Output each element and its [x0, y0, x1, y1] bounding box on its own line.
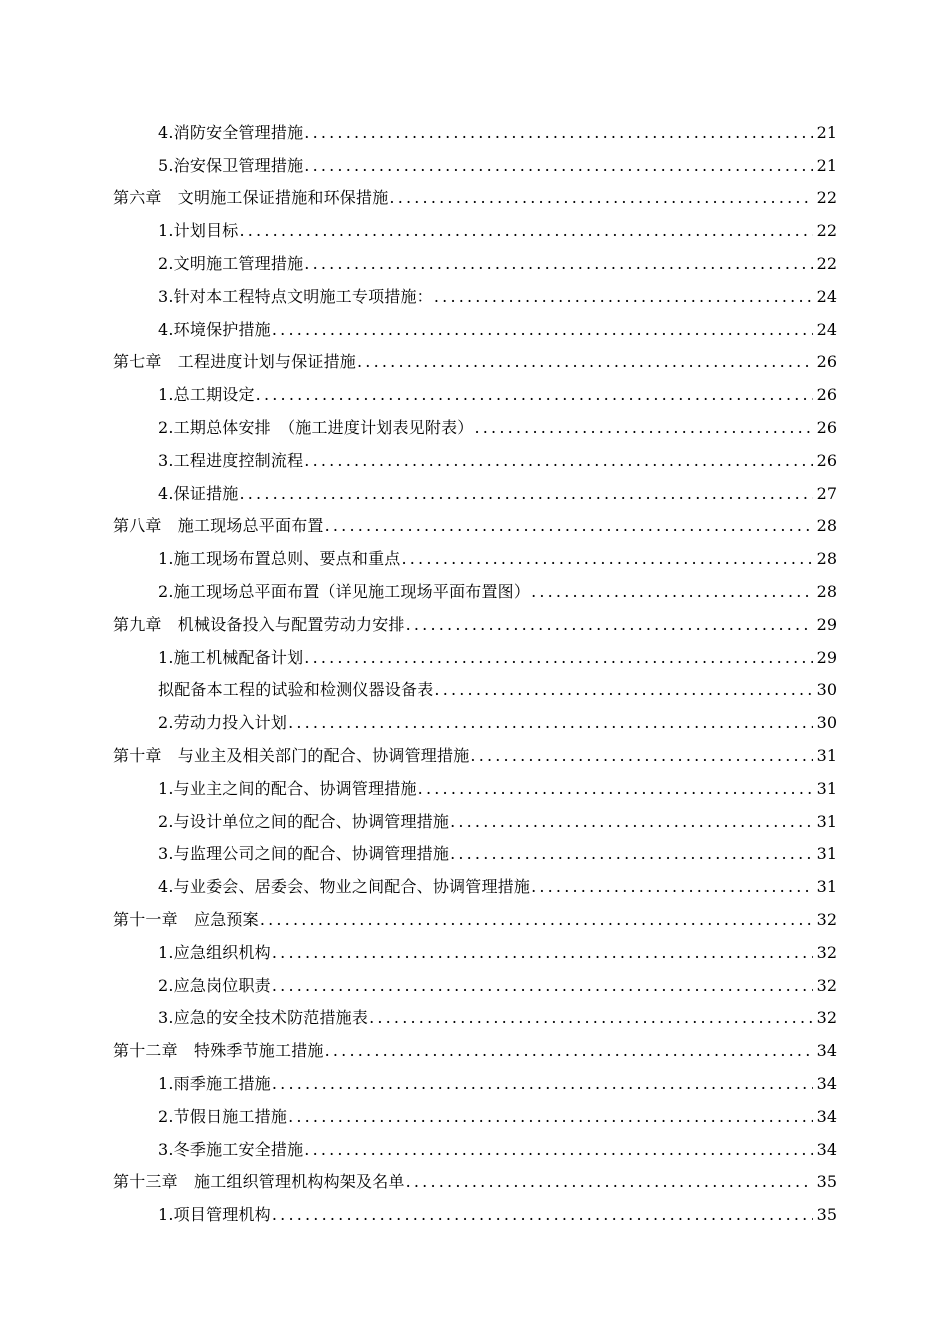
toc-dot-leader [325, 1041, 813, 1061]
toc-section-entry[interactable] [113, 832, 837, 865]
toc-dot-leader [474, 418, 813, 438]
toc-section-entry[interactable] [113, 963, 837, 996]
toc-section-entry[interactable] [113, 1192, 837, 1225]
toc-entry-title: 3.针对本工程特点文明施工专项措施： [158, 286, 433, 306]
toc-chapter-entry[interactable] [113, 733, 837, 766]
toc-dot-leader [450, 812, 813, 832]
toc-dot-leader [272, 976, 813, 996]
toc-entry-title: 2.施工现场总平面布置（详见施工现场平面布置图） [158, 581, 531, 601]
toc-entry-title: 2.劳动力投入计划 [158, 713, 288, 733]
toc-dot-leader [531, 877, 813, 897]
toc-page-number: 31 [816, 811, 837, 831]
toc-section-entry[interactable] [113, 930, 837, 963]
toc-entry-title: 1.总工期设定 [158, 385, 255, 405]
toc-entry-title: 3.与监理公司之间的配合、协调管理措施 [158, 844, 450, 864]
toc-page-number: 30 [816, 680, 837, 700]
toc-dot-leader [406, 1172, 813, 1192]
toc-dot-leader [450, 844, 813, 864]
toc-section-entry[interactable] [113, 405, 837, 438]
toc-section-entry[interactable] [113, 569, 837, 602]
toc-dot-leader [304, 254, 813, 274]
toc-page-number: 28 [816, 516, 837, 536]
toc-page-number: 31 [816, 877, 837, 897]
toc-chapter-entry[interactable] [113, 1160, 837, 1193]
toc-page-number: 34 [816, 1041, 837, 1061]
toc-entry-title: 第九章 机械设备投入与配置劳动力安排 [113, 614, 405, 634]
toc-entry-title: 2.工期总体安排 （施工进度计划表见附表） [158, 417, 474, 437]
toc-entry-title: 1.与业主之间的配合、协调管理措施 [158, 778, 417, 798]
toc-dot-leader [357, 352, 813, 372]
toc-entry-title: 2.应急岗位职责 [158, 975, 271, 995]
toc-section-entry[interactable] [113, 635, 837, 668]
toc-page-number: 22 [816, 188, 837, 208]
toc-page-number: 26 [816, 450, 837, 470]
toc-entry-title: 1.计划目标 [158, 221, 239, 241]
toc-page-number: 32 [816, 909, 837, 929]
toc-entry-title: 第十二章 特殊季节施工措施 [113, 1041, 324, 1061]
toc-section-entry[interactable] [113, 536, 837, 569]
toc-entry-title: 拟配备本工程的试验和检测仪器设备表 [158, 680, 434, 700]
toc-entry-title: 2.文明施工管理措施 [158, 253, 304, 273]
toc-page-number: 21 [816, 122, 837, 142]
toc-page-number: 34 [816, 1073, 837, 1093]
toc-entry-title: 4.保证措施 [158, 483, 239, 503]
toc-page-number: 26 [816, 385, 837, 405]
toc-page-number: 31 [816, 844, 837, 864]
toc-page-number: 27 [816, 483, 837, 503]
toc-page-number: 29 [816, 647, 837, 667]
toc-section-entry[interactable] [113, 110, 837, 143]
toc-dot-leader [401, 549, 813, 569]
toc-section-entry[interactable] [113, 274, 837, 307]
toc-dot-leader [288, 713, 813, 733]
toc-dot-leader [325, 516, 813, 536]
toc-dot-leader [470, 746, 813, 766]
toc-chapter-entry[interactable] [113, 602, 837, 635]
toc-page-number: 28 [816, 581, 837, 601]
toc-page-number: 32 [816, 975, 837, 995]
toc-page-number: 22 [816, 221, 837, 241]
toc-entry-title: 1.雨季施工措施 [158, 1073, 271, 1093]
toc-section-entry[interactable] [113, 766, 837, 799]
toc-page-number: 29 [816, 614, 837, 634]
toc-entry-title: 1.施工现场布置总则、要点和重点 [158, 549, 401, 569]
toc-dot-leader [256, 385, 813, 405]
toc-entry-title: 3.应急的安全技术防范措施表 [158, 1008, 369, 1028]
toc-section-entry[interactable] [113, 1127, 837, 1160]
toc-dot-leader [531, 582, 813, 602]
toc-page-number: 32 [816, 942, 837, 962]
toc-entry-title: 第十三章 施工组织管理机构构架及名单 [113, 1172, 405, 1192]
toc-dot-leader [304, 123, 813, 143]
toc-page-number: 26 [816, 352, 837, 372]
toc-section-entry[interactable] [113, 471, 837, 504]
toc-dot-leader [434, 680, 813, 700]
toc-dot-leader [239, 221, 813, 241]
toc-dot-leader [434, 287, 813, 307]
toc-entry-title: 1.施工机械配备计划 [158, 647, 304, 667]
toc-dot-leader [260, 910, 813, 930]
toc-dot-leader [389, 188, 813, 208]
toc-page-number: 30 [816, 713, 837, 733]
toc-chapter-entry[interactable] [113, 897, 837, 930]
toc-chapter-entry[interactable] [113, 504, 837, 537]
toc-page-number: 34 [816, 1106, 837, 1126]
toc-dot-leader [304, 1140, 813, 1160]
toc-entry-title: 2.与设计单位之间的配合、协调管理措施 [158, 811, 450, 831]
toc-dot-leader [304, 648, 813, 668]
toc-dot-leader [272, 1205, 813, 1225]
toc-page-number: 28 [816, 549, 837, 569]
toc-dot-leader [304, 451, 813, 471]
table-of-contents [113, 110, 837, 1225]
toc-entry-title: 4.与业委会、居委会、物业之间配合、协调管理措施 [158, 877, 531, 897]
toc-entry-title: 1.项目管理机构 [158, 1205, 271, 1225]
toc-dot-leader [288, 1107, 813, 1127]
toc-section-entry[interactable] [113, 1061, 837, 1094]
toc-section-entry[interactable] [113, 241, 837, 274]
toc-page-number: 26 [816, 417, 837, 437]
toc-dot-leader [406, 615, 813, 635]
toc-section-entry[interactable] [113, 799, 837, 832]
toc-entry-title: 5.治安保卫管理措施 [158, 155, 304, 175]
toc-chapter-entry[interactable] [113, 340, 837, 373]
toc-page-number: 31 [816, 745, 837, 765]
toc-entry-title: 第七章 工程进度计划与保证措施 [113, 352, 357, 372]
toc-section-entry[interactable] [113, 307, 837, 340]
toc-entry-title: 4.环境保护措施 [158, 319, 271, 339]
toc-page-number: 24 [816, 319, 837, 339]
toc-page-number: 35 [816, 1172, 837, 1192]
toc-entry-title: 3.冬季施工安全措施 [158, 1139, 304, 1159]
toc-section-entry[interactable] [113, 1094, 837, 1127]
toc-page-number: 24 [816, 286, 837, 306]
toc-entry-title: 第十章 与业主及相关部门的配合、协调管理措施 [113, 745, 470, 765]
toc-section-entry[interactable] [113, 208, 837, 241]
toc-page-number: 22 [816, 253, 837, 273]
toc-entry-title: 3.工程进度控制流程 [158, 450, 304, 470]
toc-dot-leader [304, 156, 813, 176]
toc-entry-title: 第十一章 应急预案 [113, 909, 259, 929]
toc-entry-title: 1.应急组织机构 [158, 942, 271, 962]
toc-page-number: 32 [816, 1008, 837, 1028]
toc-section-entry[interactable] [113, 438, 837, 471]
toc-dot-leader [239, 484, 813, 504]
toc-dot-leader [272, 320, 813, 340]
toc-dot-leader [369, 1008, 813, 1028]
toc-entry-title: 4.消防安全管理措施 [158, 122, 304, 142]
toc-section-entry[interactable] [113, 668, 837, 701]
toc-entry-title: 第六章 文明施工保证措施和环保措施 [113, 188, 389, 208]
toc-dot-leader [272, 943, 813, 963]
toc-dot-leader [272, 1074, 813, 1094]
toc-entry-title: 2.节假日施工措施 [158, 1106, 288, 1126]
toc-page-number: 31 [816, 778, 837, 798]
toc-section-entry[interactable] [113, 372, 837, 405]
toc-page-number: 21 [816, 155, 837, 175]
toc-dot-leader [418, 779, 813, 799]
toc-section-entry[interactable] [113, 864, 837, 897]
toc-page-number: 34 [816, 1139, 837, 1159]
toc-section-entry[interactable] [113, 996, 837, 1029]
toc-section-entry[interactable] [113, 143, 837, 176]
toc-chapter-entry[interactable] [113, 176, 837, 209]
toc-entry-title: 第八章 施工现场总平面布置 [113, 516, 324, 536]
toc-section-entry[interactable] [113, 700, 837, 733]
toc-chapter-entry[interactable] [113, 1028, 837, 1061]
toc-page-number: 35 [816, 1205, 837, 1225]
